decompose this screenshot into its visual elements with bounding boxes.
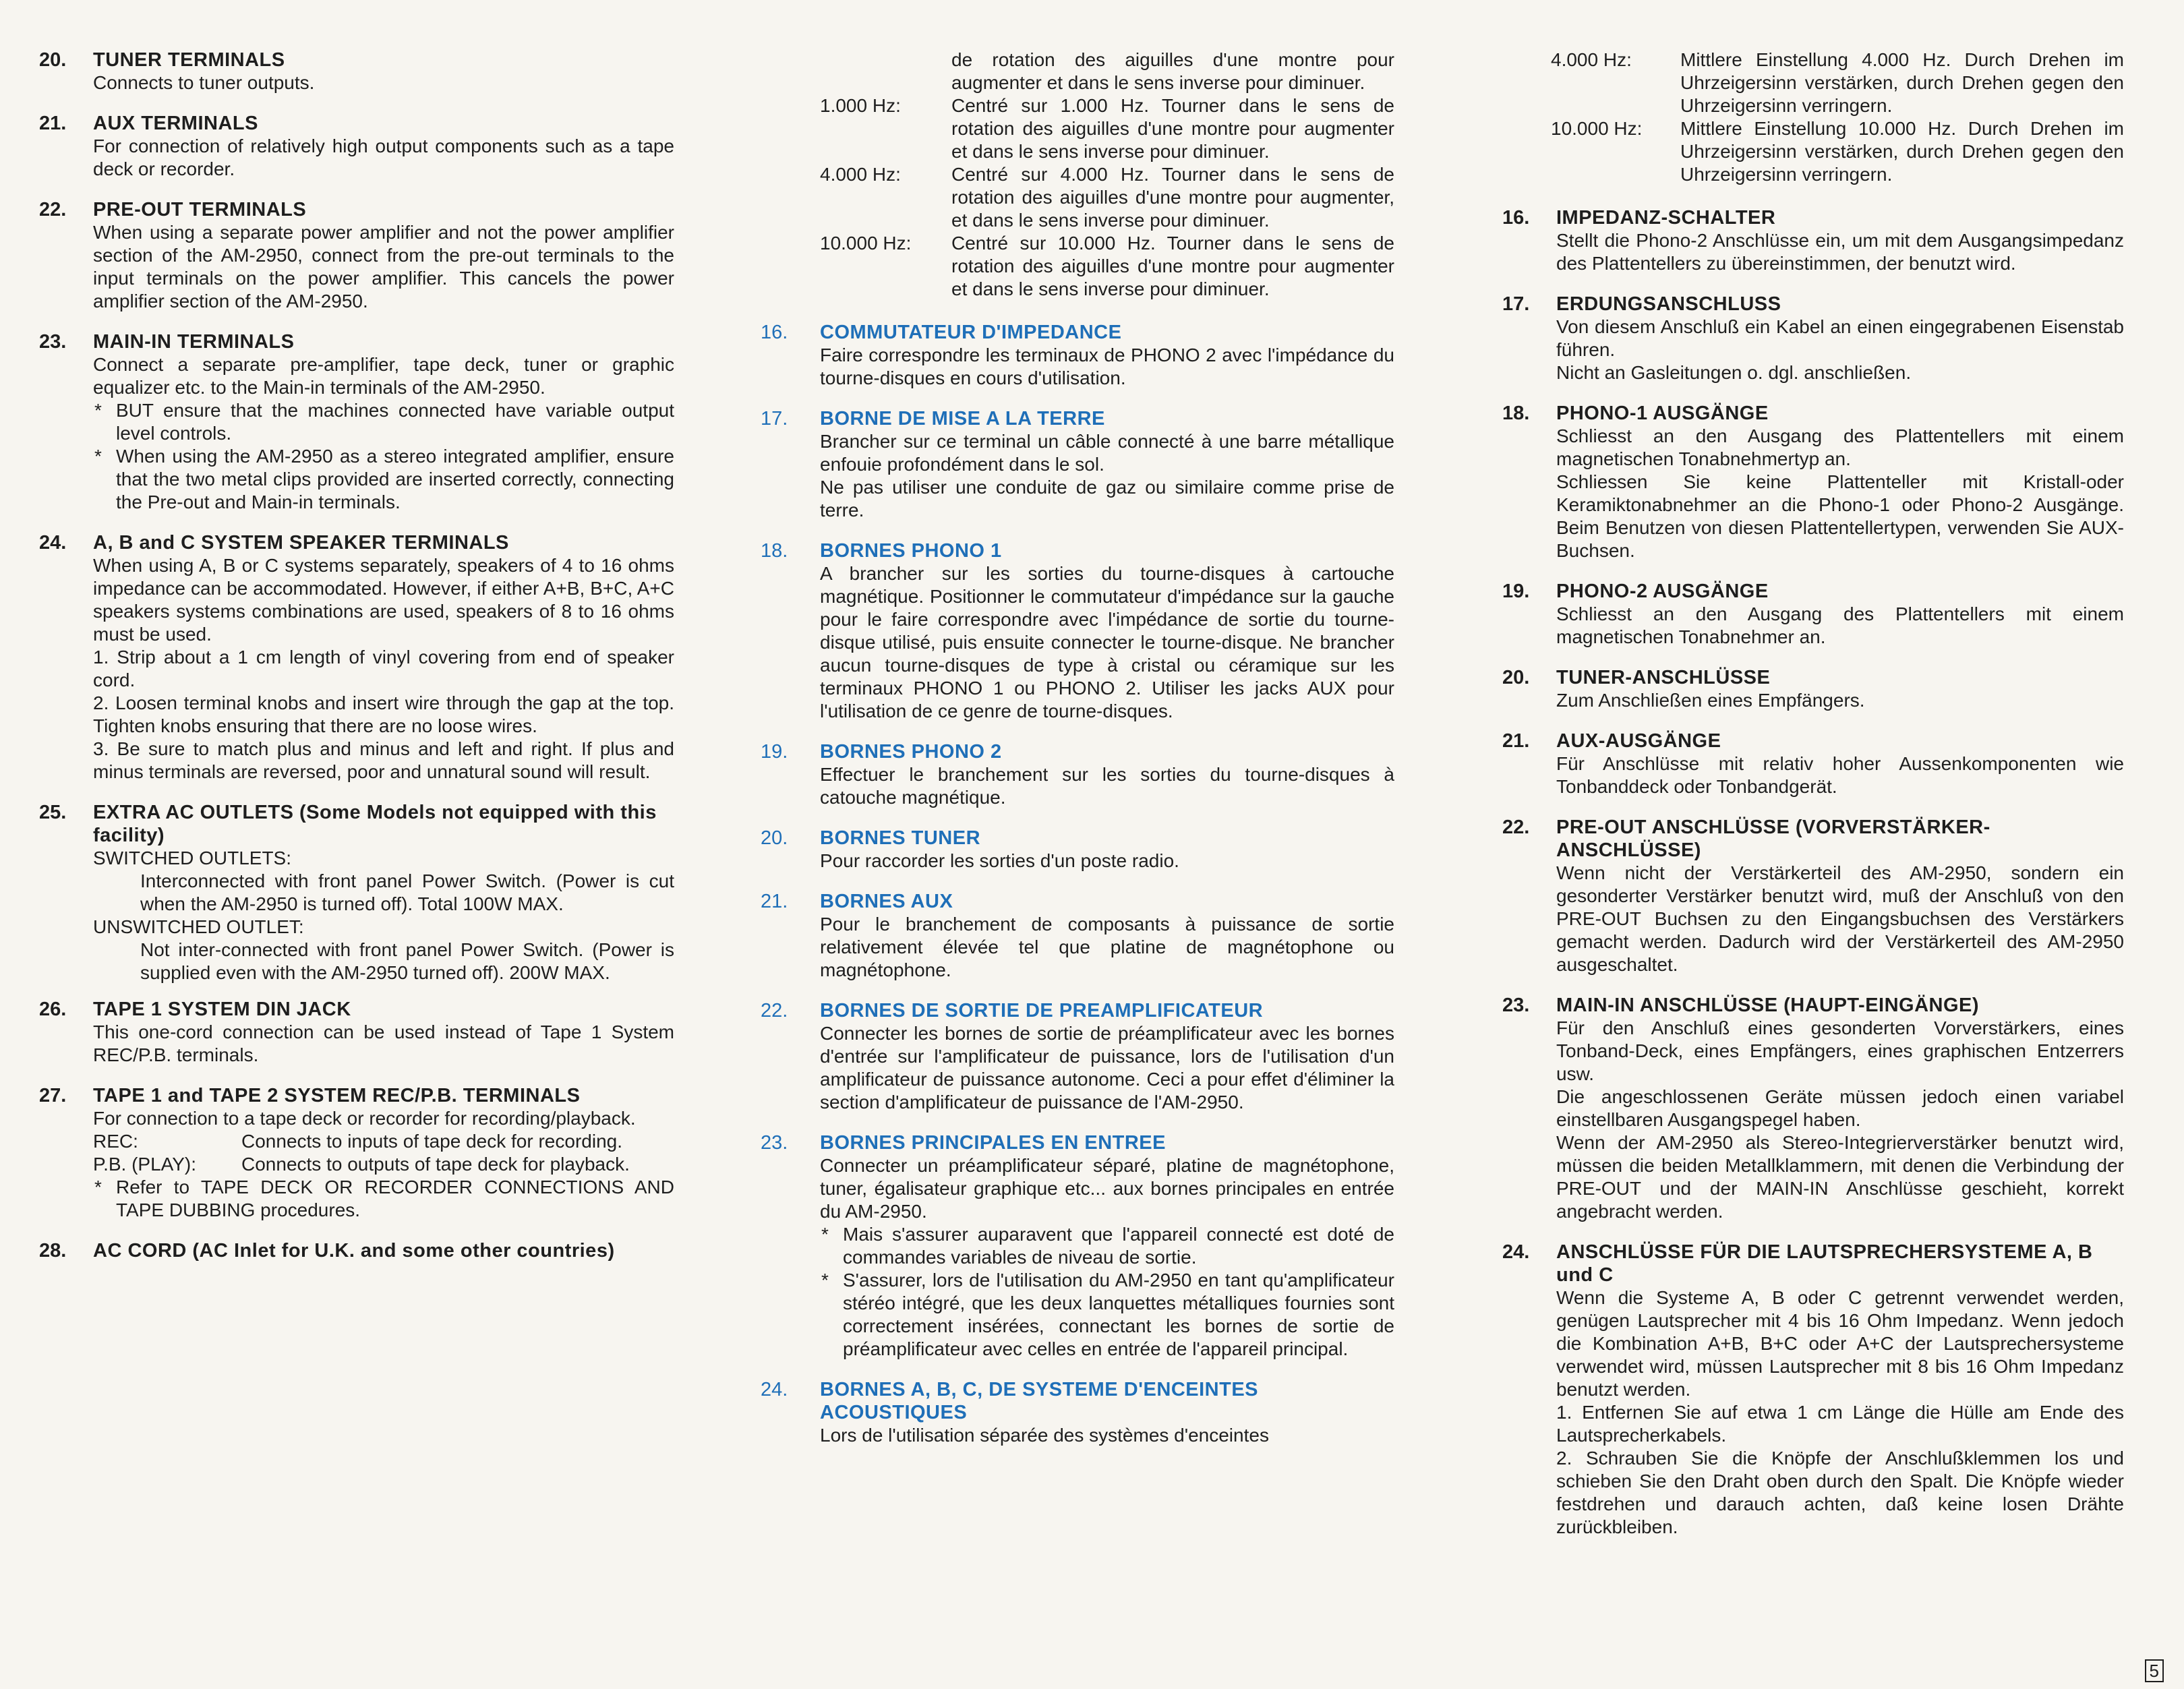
step-item: 2. Schrauben Sie die Knöpfe der Anschlußklemmen los und schieben Sie den Draht oben durch den Spalt. Die Knöpfe wieder festdrehen und darauch achten, daß keine losen Drähte zurückbleiben. xyxy=(1556,1448,2124,1537)
fr-hz-1000-row xyxy=(761,94,1394,163)
entry-text: Ne pas utiliser une conduite de gaz ou similaire comme prise de terre. xyxy=(820,477,1394,521)
entry-number: 20. xyxy=(761,827,788,849)
entry-heading: TUNER TERMINALS xyxy=(93,49,285,71)
hz-text: Mittlere Einstellung 4.000 Hz. Durch Drehen im Uhrzeigersinn verstärken, durch Drehen gegen den Uhrzeigersinn verringern. xyxy=(1680,49,2124,116)
de-entry-21 xyxy=(1497,730,2124,798)
entry-number: 24. xyxy=(1502,1241,1530,1263)
entry-number: 22. xyxy=(39,199,67,220)
entry-heading: TAPE 1 SYSTEM DIN JACK xyxy=(93,999,351,1020)
entry-heading: A, B and C SYSTEM SPEAKER TERMINALS xyxy=(93,532,509,554)
entry-heading: BORNES PHONO 1 xyxy=(820,540,1002,562)
unswitched-outlet-label: UNSWITCHED OUTLET: xyxy=(93,916,304,937)
fr-entry-21 xyxy=(761,890,1394,982)
bullet-item: * When using the AM-2950 as a stereo integrated amplifier, ensure that the two metal clips provided are inserted correctly, connecting the Pre-out and Main-in terminals. xyxy=(94,446,674,512)
entry-number: 21. xyxy=(761,891,788,912)
de-entry-23 xyxy=(1497,994,2124,1223)
entry-text: For connection to a tape deck or recorder for recording/playback. xyxy=(93,1108,636,1129)
playback-text: Connects to outputs of tape deck for playback. xyxy=(241,1154,630,1175)
english-column xyxy=(34,49,674,1262)
en-entry-26 xyxy=(34,998,674,1067)
entry-text: Für Anschlüsse mit relativ hoher Aussenkomponenten wie Tonbanddeck oder Tonbandgerät. xyxy=(1556,753,2124,797)
entry-text: A brancher sur les sorties du tourne-disques à cartouche magnétique. Positionner le commutateur d'impédance sur la gauche pour le faire correspondre avec l'impédance de sortie du tourne-disque utilisé, puis ensuite connecter le tourne-disque. Ne brancher aucun tourne-disques de type à cristal ou céramique sur les terminaux PHONO 1 ou PHONO 2. Utiliser les jacks AUX pour l'utilisation de ce genre de tourne-disques. xyxy=(820,563,1394,721)
fr-hz-10000-row xyxy=(761,232,1394,301)
entry-number: 20. xyxy=(39,49,67,71)
entry-number: 20. xyxy=(1502,667,1530,688)
step-item: 2. Loosen terminal knobs and insert wire through the gap at the top. Tighten knobs ensuring that there are no loose wires. xyxy=(93,692,674,736)
step-item: 1. Strip about a 1 cm length of vinyl covering from end of speaker cord. xyxy=(93,647,674,690)
entry-number: 17. xyxy=(761,408,788,429)
entry-text: When using a separate power amplifier and not the power amplifier section of the AM-2950, connect from the pre-out terminals to the input terminals on the power amplifier. This cancels the power amplifier section of the AM-2950. xyxy=(93,222,674,312)
entry-number: 16. xyxy=(761,322,788,343)
unswitched-outlet-text: Not inter-connected with front panel Power Switch. (Power is supplied even with the AM-2950 turned off). 200W MAX. xyxy=(140,939,674,983)
entry-text: Effectuer le branchement sur les sorties du tourne-disques à catouche magnétique. xyxy=(820,764,1394,808)
rec-row xyxy=(93,1130,674,1153)
switched-outlets-label: SWITCHED OUTLETS: xyxy=(93,848,292,868)
entry-heading: COMMUTATEUR D'IMPEDANCE xyxy=(820,322,1122,343)
en-entry-24 xyxy=(34,531,674,783)
entry-heading: MAIN-IN ANSCHLÜSSE (HAUPT-EINGÄNGE) xyxy=(1556,995,1980,1016)
entry-number: 21. xyxy=(1502,730,1530,752)
bullet-item: * BUT ensure that the machines connected have variable output level controls. xyxy=(94,400,674,444)
rec-label: REC: xyxy=(93,1131,138,1152)
german-column xyxy=(1497,49,2124,1539)
de-entry-22 xyxy=(1497,816,2124,976)
hz-label: 10.000 Hz: xyxy=(820,233,912,254)
entry-heading: MAIN-IN TERMINALS xyxy=(93,331,295,353)
en-entry-23 xyxy=(34,330,674,514)
entry-text: Pour le branchement de composants à puissance de sortie relativement élevée tel que platine de magnétophone ou magnétophone. xyxy=(820,914,1394,980)
entry-text: Nicht an Gasleitungen o. dgl. anschließen. xyxy=(1556,362,1912,383)
entry-text: Von diesem Anschluß ein Kabel an einen eingegrabenen Eisenstab führen. xyxy=(1556,316,2124,360)
entry-number: 22. xyxy=(1502,817,1530,838)
fr-entry-18 xyxy=(761,539,1394,723)
entry-heading: AC CORD (AC Inlet for U.K. and some other countries) xyxy=(93,1240,615,1262)
entry-text: Pour raccorder les sorties d'un poste radio. xyxy=(820,850,1179,871)
step-item: 1. Entfernen Sie auf etwa 1 cm Länge die Hülle am Ende des Lautsprecherkabels. xyxy=(1556,1402,2124,1446)
en-entry-21 xyxy=(34,112,674,181)
entry-number: 19. xyxy=(761,741,788,763)
playback-label: P.B. (PLAY): xyxy=(93,1154,197,1175)
entry-heading: ERDUNGSANSCHLUSS xyxy=(1556,293,1781,315)
fr-entry-20 xyxy=(761,827,1394,872)
entry-text: Lors de l'utilisation séparée des systèmes d'enceintes xyxy=(820,1425,1269,1446)
french-column xyxy=(761,49,1394,1447)
hz-text: Centré sur 10.000 Hz. Tourner dans le sens de rotation des aiguilles d'une montre pour augmenter et dans le sens inverse pour diminuer. xyxy=(951,233,1394,299)
fr-hz-4000-row xyxy=(761,163,1394,232)
entry-number: 22. xyxy=(761,1000,788,1021)
entry-number: 18. xyxy=(1502,403,1530,424)
entry-number: 17. xyxy=(1502,293,1530,315)
entry-text: Wenn der AM-2950 als Stereo-Integrierverstärker benutzt wird, müssen die beiden Metallklammern, mit denen die Verbindung der PRE-OUT und der MAIN-IN Anschlüsse geschieht, korrekt angebracht werden. xyxy=(1556,1132,2124,1222)
hz-label: 4.000 Hz: xyxy=(1551,49,1632,70)
entry-heading: BORNES TUNER xyxy=(820,827,981,849)
entry-number: 24. xyxy=(39,532,67,554)
bullet-item: * Refer to TAPE DECK OR RECORDER CONNECTIONS AND TAPE DUBBING procedures. xyxy=(94,1177,674,1220)
entry-heading: BORNES PRINCIPALES EN ENTREE xyxy=(820,1132,1166,1154)
entry-text: Brancher sur ce terminal un câble connecté à une barre métallique enfouie profondément dans le sol. xyxy=(820,431,1394,475)
entry-text: Faire correspondre les terminaux de PHONO 2 avec l'impédance du tourne-disques en cours d'utilisation. xyxy=(820,345,1394,388)
entry-heading: AUX-AUSGÄNGE xyxy=(1556,730,1721,752)
en-entry-22 xyxy=(34,198,674,313)
entry-number: 27. xyxy=(39,1085,67,1106)
bullet-item: * S'assurer, lors de l'utilisation du AM-2950 en tant qu'amplificateur stéréo intégré, que les deux lanquettes métalliques fournies sont correctement insérées, connectant les bornes de sortie de préamplificateur avec celles en entrée de l'appareil principal. xyxy=(821,1270,1394,1359)
entry-number: 23. xyxy=(1502,995,1530,1016)
entry-heading: IMPEDANZ-SCHALTER xyxy=(1556,207,1776,229)
fr-entry-22 xyxy=(761,999,1394,1114)
entry-heading: BORNE DE MISE A LA TERRE xyxy=(820,408,1105,429)
entry-number: 25. xyxy=(39,802,67,823)
fr-entry-16 xyxy=(761,321,1394,390)
en-entry-20 xyxy=(34,49,674,94)
entry-text: Wenn die Systeme A, B oder C getrennt verwendet werden, genügen Lautsprecher mit 4 bis 16 Ohm Impedanz. Wenn jedoch die Kombination A+B, B+C oder A+C der Lautsprechersysteme verwendet wird, müssen Lautsprecher mit 8 bis 16 Ohm Impedanz benutzt werden. xyxy=(1556,1287,2124,1400)
step-item: 3. Be sure to match plus and minus and left and right. If plus and minus terminals are reversed, poor and unnatural sound will result. xyxy=(93,738,674,782)
entry-heading: PHONO-1 AUSGÄNGE xyxy=(1556,403,1769,424)
de-entry-17 xyxy=(1497,293,2124,384)
page-number: 5 xyxy=(2145,1659,2164,1682)
entry-heading: ANSCHLÜSSE FÜR DIE LAUTSPRECHERSYSTEME A, B und C xyxy=(1556,1241,2093,1286)
entry-number: 18. xyxy=(761,540,788,562)
hz-label: 10.000 Hz: xyxy=(1551,118,1643,139)
entry-text: Connect a separate pre-amplifier, tape deck, tuner or graphic equalizer etc. to the Main-in terminals of the AM-2950. xyxy=(93,354,674,398)
entry-text: Schliessen Sie keine Plattenteller mit Kristall-oder Keramiktonabnehmer an die Phono-1 oder Phono-2 Ausgänge. Beim Benutzen von diesen Plattentellertypen, verwenden Sie AUX-Buchsen. xyxy=(1556,471,2124,561)
entry-text: Connecter les bornes de sortie de préamplificateur avec les bornes d'entrée sur l'amplificateur de puissance, lors de l'utilisation d'un amplificateur de puissance autonome. Ceci a pour effet d'éliminer la section d'amplificateur de puissance de l'AM-2950. xyxy=(820,1023,1394,1113)
entry-heading: AUX TERMINALS xyxy=(93,113,258,134)
entry-text: Wenn nicht der Verstärkerteil des AM-2950, sondern ein gesonderter Verstärker benutzt wird, muß der Anschluß von den PRE-OUT Buchsen zu den Eingangsbuchsen des Verstärkers gemacht werden. Dadurch wird der Verstärkerteil des AM-2950 ausgeschaltet. xyxy=(1556,862,2124,975)
de-entry-18 xyxy=(1497,402,2124,562)
entry-heading: EXTRA AC OUTLETS (Some Models not equipped with this facility) xyxy=(93,802,657,846)
entry-heading: BORNES DE SORTIE DE PREAMPLIFICATEUR xyxy=(820,1000,1264,1021)
entry-text: This one-cord connection can be used instead of Tape 1 System REC/P.B. terminals. xyxy=(93,1021,674,1065)
entry-text: When using A, B or C systems separately, speakers of 4 to 16 ohms impedance can be accommodated. However, if either A+B, B+C, A+C speakers systems combinations are used, speakers of 8 to 16 ohms must be used. xyxy=(93,555,674,645)
entry-number: 26. xyxy=(39,999,67,1020)
fr-entry-24 xyxy=(761,1378,1394,1447)
entry-text: Zum Anschließen eines Empfängers. xyxy=(1556,690,1865,711)
de-hz-4000-row xyxy=(1497,49,2124,117)
hz-text: Mittlere Einstellung 10.000 Hz. Durch Drehen im Uhrzeigersinn verstärken, durch Drehen gegen den Uhrzeigersinn verringern. xyxy=(1680,118,2124,185)
entry-number: 19. xyxy=(1502,581,1530,602)
entry-number: 23. xyxy=(39,331,67,353)
entry-text: Die angeschlossenen Geräte müssen jedoch einen variabel einstellbaren Ausgangspegel haben. xyxy=(1556,1086,2124,1130)
rec-text: Connects to inputs of tape deck for recording. xyxy=(241,1131,622,1152)
entry-heading: PRE-OUT TERMINALS xyxy=(93,199,307,220)
bullet-item: * Mais s'assurer auparavent que l'appareil connecté est doté de commandes variables de niveau de sortie. xyxy=(821,1224,1394,1268)
hz-label: 1.000 Hz: xyxy=(820,95,901,116)
de-entry-16 xyxy=(1497,206,2124,275)
fr-entry-19 xyxy=(761,740,1394,809)
en-entry-25 xyxy=(34,801,674,984)
entry-number: 16. xyxy=(1502,207,1530,229)
entry-heading: TUNER-ANSCHLÜSSE xyxy=(1556,667,1771,688)
entry-text: Schliesst an den Ausgang des Plattentellers mit einem magnetischen Tonabnehmertyp an. xyxy=(1556,425,2124,469)
de-entry-19 xyxy=(1497,580,2124,649)
entry-heading: PHONO-2 AUSGÄNGE xyxy=(1556,581,1769,602)
de-entry-20 xyxy=(1497,666,2124,712)
hz-text: Centré sur 4.000 Hz. Tourner dans le sens de rotation des aiguilles d'une montre pour augmenter, et dans le sens inverse pour diminuer. xyxy=(951,164,1394,231)
entry-heading: BORNES PHONO 2 xyxy=(820,741,1002,763)
de-hz-10000-row xyxy=(1497,117,2124,186)
switched-outlets-text: Interconnected with front panel Power Switch. (Power is cut when the AM-2950 is turned off). Total 100W MAX. xyxy=(140,870,674,914)
entry-number: 23. xyxy=(761,1132,788,1154)
entry-heading: BORNES AUX xyxy=(820,891,953,912)
entry-number: 24. xyxy=(761,1379,788,1400)
entry-heading: BORNES A, B, C, DE SYSTEME D'ENCEINTES ACOUSTIQUES xyxy=(820,1379,1259,1423)
hz-text: Centré sur 1.000 Hz. Tourner dans le sens de rotation des aiguilles d'une montre pour augmenter et dans le sens inverse pour diminuer. xyxy=(951,95,1394,162)
entry-text: Connects to tuner outputs. xyxy=(93,72,315,93)
entry-text: Stellt die Phono-2 Anschlüsse ein, um mit dem Ausgangsimpedanz des Plattentellers zu übereinstimmen, der benutzt wird. xyxy=(1556,230,2124,274)
entry-heading: PRE-OUT ANSCHLÜSSE (VORVERSTÄRKER-ANSCHLÜSSE) xyxy=(1556,817,1990,861)
entry-text: For connection of relatively high output components such as a tape deck or recorder. xyxy=(93,136,674,179)
entry-heading: TAPE 1 and TAPE 2 SYSTEM REC/P.B. TERMINALS xyxy=(93,1085,581,1106)
playback-row xyxy=(93,1153,674,1176)
de-entry-24 xyxy=(1497,1241,2124,1539)
entry-text: Für den Anschluß eines gesonderten Vorverstärkers, eines Tonband-Deck, eines Empfängers, eines graphischen Entzerrers usw. xyxy=(1556,1017,2124,1084)
en-entry-27 xyxy=(34,1084,674,1222)
fr-entry-17 xyxy=(761,407,1394,522)
en-entry-28 xyxy=(34,1239,674,1262)
fr-entry-23 xyxy=(761,1131,1394,1361)
entry-number: 21. xyxy=(39,113,67,134)
entry-text: Connecter un préamplificateur séparé, platine de magnétophone, tuner, égalisateur graphique etc... aux bornes principales en entrée du AM-2950. xyxy=(820,1155,1394,1222)
entry-text: Schliesst an den Ausgang des Plattentellers mit einem magnetischen Tonabnehmer an. xyxy=(1556,603,2124,647)
hz-label: 4.000 Hz: xyxy=(820,164,901,185)
entry-number: 28. xyxy=(39,1240,67,1262)
fr-continued-text: de rotation des aiguilles d'une montre pour augmenter et dans le sens inverse pour diminuer. xyxy=(951,49,1394,93)
